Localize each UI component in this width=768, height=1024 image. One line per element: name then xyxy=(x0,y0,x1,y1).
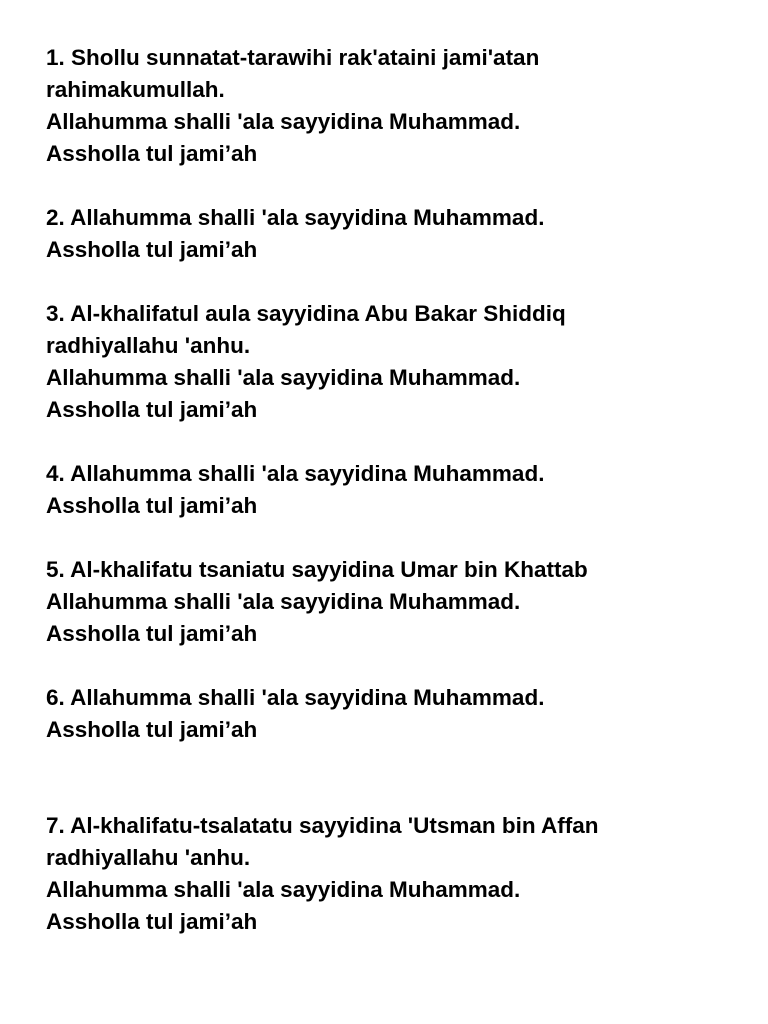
stanza-line: 1. Shollu sunnatat-tarawihi rak'ataini jami'atan xyxy=(46,45,540,70)
stanza-spacer xyxy=(46,746,746,810)
stanza-4 xyxy=(46,458,746,522)
stanza-6 xyxy=(46,682,746,746)
stanza-spacer xyxy=(46,426,746,458)
document-page xyxy=(46,42,746,938)
stanza-line: 4. Allahumma shalli 'ala sayyidina Muhammad. xyxy=(46,461,545,486)
stanza-spacer xyxy=(46,170,746,202)
stanza-line: 5. Al-khalifatu tsaniatu sayyidina Umar bin Khattab xyxy=(46,557,588,582)
stanza-2 xyxy=(46,202,746,266)
stanza-line: rahimakumullah. xyxy=(46,77,225,102)
stanza-line: Assholla tul jami’ah xyxy=(46,621,258,646)
stanza-5 xyxy=(46,554,746,650)
stanza-line: Assholla tul jami’ah xyxy=(46,717,258,742)
stanza-line: Assholla tul jami’ah xyxy=(46,237,258,262)
stanza-line: 6. Allahumma shalli 'ala sayyidina Muhammad. xyxy=(46,685,545,710)
stanza-spacer xyxy=(46,266,746,298)
stanza-line: Allahumma shalli 'ala sayyidina Muhammad. xyxy=(46,109,521,134)
stanza-line: Assholla tul jami’ah xyxy=(46,493,258,518)
stanza-line: 7. Al-khalifatu-tsalatatu sayyidina 'Utsman bin Affan xyxy=(46,813,599,838)
stanza-line: radhiyallahu 'anhu. xyxy=(46,333,251,358)
stanza-line: Allahumma shalli 'ala sayyidina Muhammad. xyxy=(46,877,521,902)
stanza-line: 2. Allahumma shalli 'ala sayyidina Muhammad. xyxy=(46,205,545,230)
stanza-line: Assholla tul jami’ah xyxy=(46,397,258,422)
stanza-spacer xyxy=(46,522,746,554)
stanza-3 xyxy=(46,298,746,426)
stanza-7 xyxy=(46,810,746,938)
stanza-line: radhiyallahu 'anhu. xyxy=(46,845,251,870)
stanza-line: Allahumma shalli 'ala sayyidina Muhammad. xyxy=(46,589,521,614)
stanza-line: Assholla tul jami’ah xyxy=(46,141,258,166)
stanza-spacer xyxy=(46,650,746,682)
stanza-line: 3. Al-khalifatul aula sayyidina Abu Bakar Shiddiq xyxy=(46,301,566,326)
stanza-line: Allahumma shalli 'ala sayyidina Muhammad. xyxy=(46,365,521,390)
stanza-line: Assholla tul jami’ah xyxy=(46,909,258,934)
stanza-1 xyxy=(46,42,746,170)
